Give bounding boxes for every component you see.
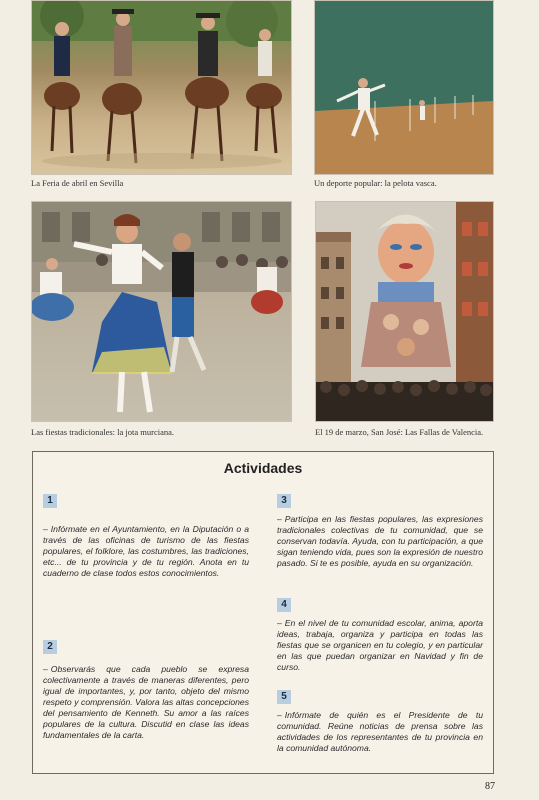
activity-item: – Infórmate en el Ayuntamiento, en la Diputación o a través de las oficinas de turismo de las fiestas populares, el folklore, las costumbres, las tradiciones, etc... de tu provincia y de tu región. Anota en tu cuaderno de clase todos estos conocimientos. <box>43 524 249 578</box>
photo-caption: Las fiestas tradicionales: la jota murciana. <box>31 427 175 437</box>
activity-text: Participa en las fiestas populares, las expresiones tradicionales colectivas de tu comunidad, que se conservan todavía. Ayuda, con tu participación, a que sigan teniendo vida, pues son la expresión de nuestro pasado. Si te es posible, ayuda en su organización. <box>277 514 483 568</box>
activities-title: Actividades <box>223 460 303 476</box>
pelota-vasca-photo <box>314 0 494 175</box>
activity-text: Infórmate en el Ayuntamiento, en la Diputación o a través de las oficinas de turismo de las fiestas populares, el folklore, las costumbres, las tradiciones, etc... de tu provincia y de tu región. Anota en tu cuaderno de clase todos estos conocimientos. <box>43 524 249 578</box>
activity-number: 3 <box>277 494 291 508</box>
feria-de-abril-photo <box>31 0 292 175</box>
activity-item: – Participa en las fiestas populares, las expresiones tradicionales colectivas de tu comunidad, que se conservan todavía. Ayuda, con tu participación, a que sigan teniendo vida, pues son la expresión de nuestro pasado. Si te es posible, ayuda en su organización. <box>277 514 483 568</box>
activity-number: 5 <box>277 690 291 704</box>
fallas-de-valencia-photo <box>315 201 494 422</box>
photo-caption: La Feria de abril en Sevilla <box>31 178 124 188</box>
activity-number: 1 <box>43 494 57 508</box>
page-number: 87 <box>485 781 495 792</box>
activities-box <box>32 451 494 774</box>
photo-caption: Un deporte popular: la pelota vasca. <box>314 178 437 188</box>
activity-item: – En el nivel de tu comunidad escolar, anima, aporta ideas, trabaja, organiza y participa en todas las fiestas que se organicen en tu colegio, y en particular en las que puedan organizar en Navidad y fin de curso. <box>277 618 483 672</box>
activity-text: Infórmate de quién es el Presidente de tu comunidad. Reúne noticias de prensa sobre las actividades de los representantes de tu provincia en la comunidad autónoma. <box>277 710 483 753</box>
photo-caption: El 19 de marzo, San José: Las Fallas de Valencia. <box>315 427 484 437</box>
activity-number: 2 <box>43 640 57 654</box>
activity-text: Observarás que cada pueblo se expresa colectivamente a través de maneras diferentes, pero igual de importantes, y, por tanto, objeto del mismo respeto y comprensión. Valora las altas concepciones del pensamiento de Kenneth. Su amor a las raíces populares de la cultura. Discutid en clase las ideas fundamentales de la carta. <box>43 664 249 740</box>
activity-item: – Observarás que cada pueblo se expresa colectivamente a través de maneras diferentes, pero igual de importantes, y, por tanto, objeto del mismo respeto y comprensión. Valora las altas concepciones del pensamiento de Kenneth. Su amor a las raíces populares de la cultura. Discutid en clase las ideas fundamentales de la carta. <box>43 664 249 740</box>
activity-item: – Infórmate de quién es el Presidente de tu comunidad. Reúne noticias de prensa sobre las actividades de los representantes de tu provincia en la comunidad autónoma. <box>277 710 483 753</box>
jota-murciana-photo <box>31 201 292 422</box>
activity-text: En el nivel de tu comunidad escolar, anima, aporta ideas, trabaja, organiza y participa en todas las fiestas que se organicen en tu colegio, y en particular en las que puedan organizar en Navidad y fin de curso. <box>277 618 483 672</box>
activity-number: 4 <box>277 598 291 612</box>
